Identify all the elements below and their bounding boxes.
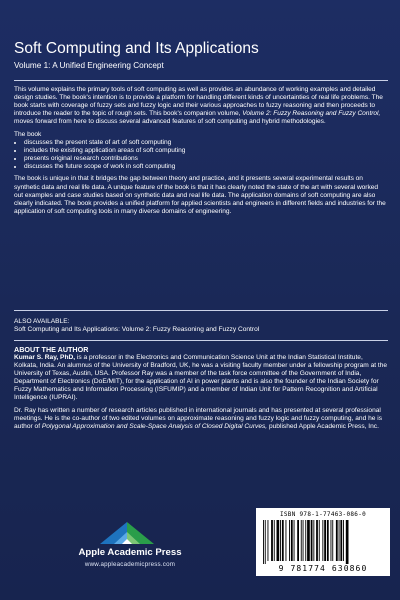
about-author-heading: ABOUT THE AUTHOR	[14, 345, 89, 354]
barcode-digits: 9 781774 630860	[278, 564, 368, 573]
barcode-bar	[324, 520, 326, 561]
barcode-bar	[319, 520, 320, 561]
barcode-bar	[343, 520, 344, 561]
barcode-bar	[301, 520, 302, 561]
barcode-bar	[327, 520, 329, 561]
barcode-bar	[297, 520, 299, 561]
companion-volume-title: Volume 2: Fuzzy Reasoning and Fuzzy Control,	[242, 110, 381, 118]
barcode-bar	[282, 520, 284, 561]
book-title: Soft Computing and Its Applications	[14, 40, 259, 57]
barcode-bar	[294, 520, 295, 561]
barcode-bar	[265, 520, 266, 564]
book-subtitle: Volume 1: A Unified Engineering Concept	[14, 61, 164, 70]
list-item: • discusses the present state of art of soft computing	[24, 139, 388, 147]
about-author	[14, 346, 388, 435]
barcode-graphic	[261, 520, 385, 564]
also-available-text: Soft Computing and Its Applications: Volume 2: Fuzzy Reasoning and Fuzzy Control	[14, 326, 260, 334]
unique-paragraph: The book is unique in that it bridges the gap between theory and practice, and it presents several experimental results on synthetic data and real life data. A unique feature of the book is that it has clearly noted the state of the art with several worked out examples and case studies based on synthetic data and real life data. The application domains of soft computing are also clearly indicated. The book provides a unified platform for applied scientists and engineers in different fields and industries for the application of soft computing tools in many diverse domains of engineering.	[14, 175, 386, 215]
also-divider-bottom	[14, 340, 388, 341]
barcode-bar	[305, 520, 306, 561]
also-available	[14, 318, 388, 335]
barcode-bar	[313, 520, 314, 561]
book-list-lead: The book	[14, 130, 42, 138]
barcode-bar	[331, 520, 332, 561]
feature-list	[14, 139, 388, 171]
description	[14, 86, 388, 220]
barcode-bar	[291, 520, 293, 561]
author-works	[14, 407, 388, 431]
book-header	[14, 40, 389, 71]
author-bio-text: is a professor in the Electronics and Communication Science Unit at the Indian Statistical Institute, Kolkata, India. An alumnus of the University of Bradford, UK, he was a visiting faculty member under a fellowship program at the University of Texas, Austin, USA. Professor Ray was a member of the task force committee of the Government of India, Department of Electronics (DoE/MIT), for the application of AI in power plants and is also the founder of the Indian Society for Fuzzy Mathematics and Information Processing (ISFUMIP) and a member of Indian Unit for Pattern Recognition and Artificial Intelligence (IUPRAI).	[14, 354, 388, 402]
barcode-bar	[307, 520, 310, 561]
barcode-bar	[316, 520, 318, 561]
header-divider	[14, 80, 388, 81]
barcode-bar	[268, 520, 269, 561]
also-divider-top	[14, 310, 388, 311]
barcode-bar	[311, 520, 313, 561]
intro-paragraph	[14, 86, 388, 126]
barcode-bar	[339, 520, 340, 561]
apple-academic-press-logo-icon	[92, 520, 162, 546]
barcode-bar	[274, 520, 275, 561]
barcode-bar	[277, 520, 280, 561]
publisher-name: Apple Academic Press	[78, 547, 182, 558]
list-item: • discusses the future scope of work in soft computing	[24, 163, 388, 171]
barcode-bar	[340, 520, 342, 561]
author-name: Kumar S. Ray, PhD,	[14, 354, 76, 362]
barcode-bar	[280, 520, 281, 561]
intro-text-b: moves forward from here to discuss several advanced features of soft computing and hybrid methodologies.	[14, 118, 326, 126]
barcode-bar	[289, 520, 290, 561]
barcode-bar	[303, 520, 304, 561]
author-works-text-a: Dr. Ray has written a number of research articles published in international journals and has presented at several professional meetings. He is the co-author of two edited volumes on approximate reasoning and fuzzy logic and fuzzy computing, and he is author of	[14, 406, 382, 430]
barcode-bar	[322, 520, 323, 561]
author-works-text-b: published Apple Academic Press, Inc.	[267, 422, 379, 430]
barcode-bar	[263, 520, 264, 564]
barcode-bar	[346, 520, 349, 564]
intro-text-a: This volume explains the primary tools of soft computing as well as provides an abundance of working examples and detailed design studies. The book's intention is to provide a platform for handling different kinds of uncertainties of real life problems. The book starts with coverage of fuzzy sets and fuzzy logic and their various approaches to fuzzy reasoning and then proceeds to introduce the reader to the topic of rough sets. This book's companion volume,	[14, 86, 383, 118]
publisher-logo	[50, 520, 210, 590]
also-available-heading: ALSO AVAILABLE:	[14, 318, 70, 325]
author-bio	[14, 354, 388, 402]
barcode-bar	[286, 520, 287, 561]
barcode-bar	[332, 520, 333, 561]
publisher-url[interactable]: www.appleacademicpress.com	[84, 561, 176, 568]
author-book-title: Polygonal Approximation and Scale-Space Analysis of Closed Digital Curves,	[41, 422, 268, 430]
barcode-bar	[271, 520, 273, 561]
list-item: • includes the existing application areas of soft computing	[24, 147, 388, 155]
isbn-barcode	[256, 508, 390, 576]
list-item: • presents original research contributions	[24, 155, 388, 163]
isbn-label: ISBN 978-1-77463-086-0	[279, 511, 367, 518]
barcode-bar	[336, 520, 338, 561]
